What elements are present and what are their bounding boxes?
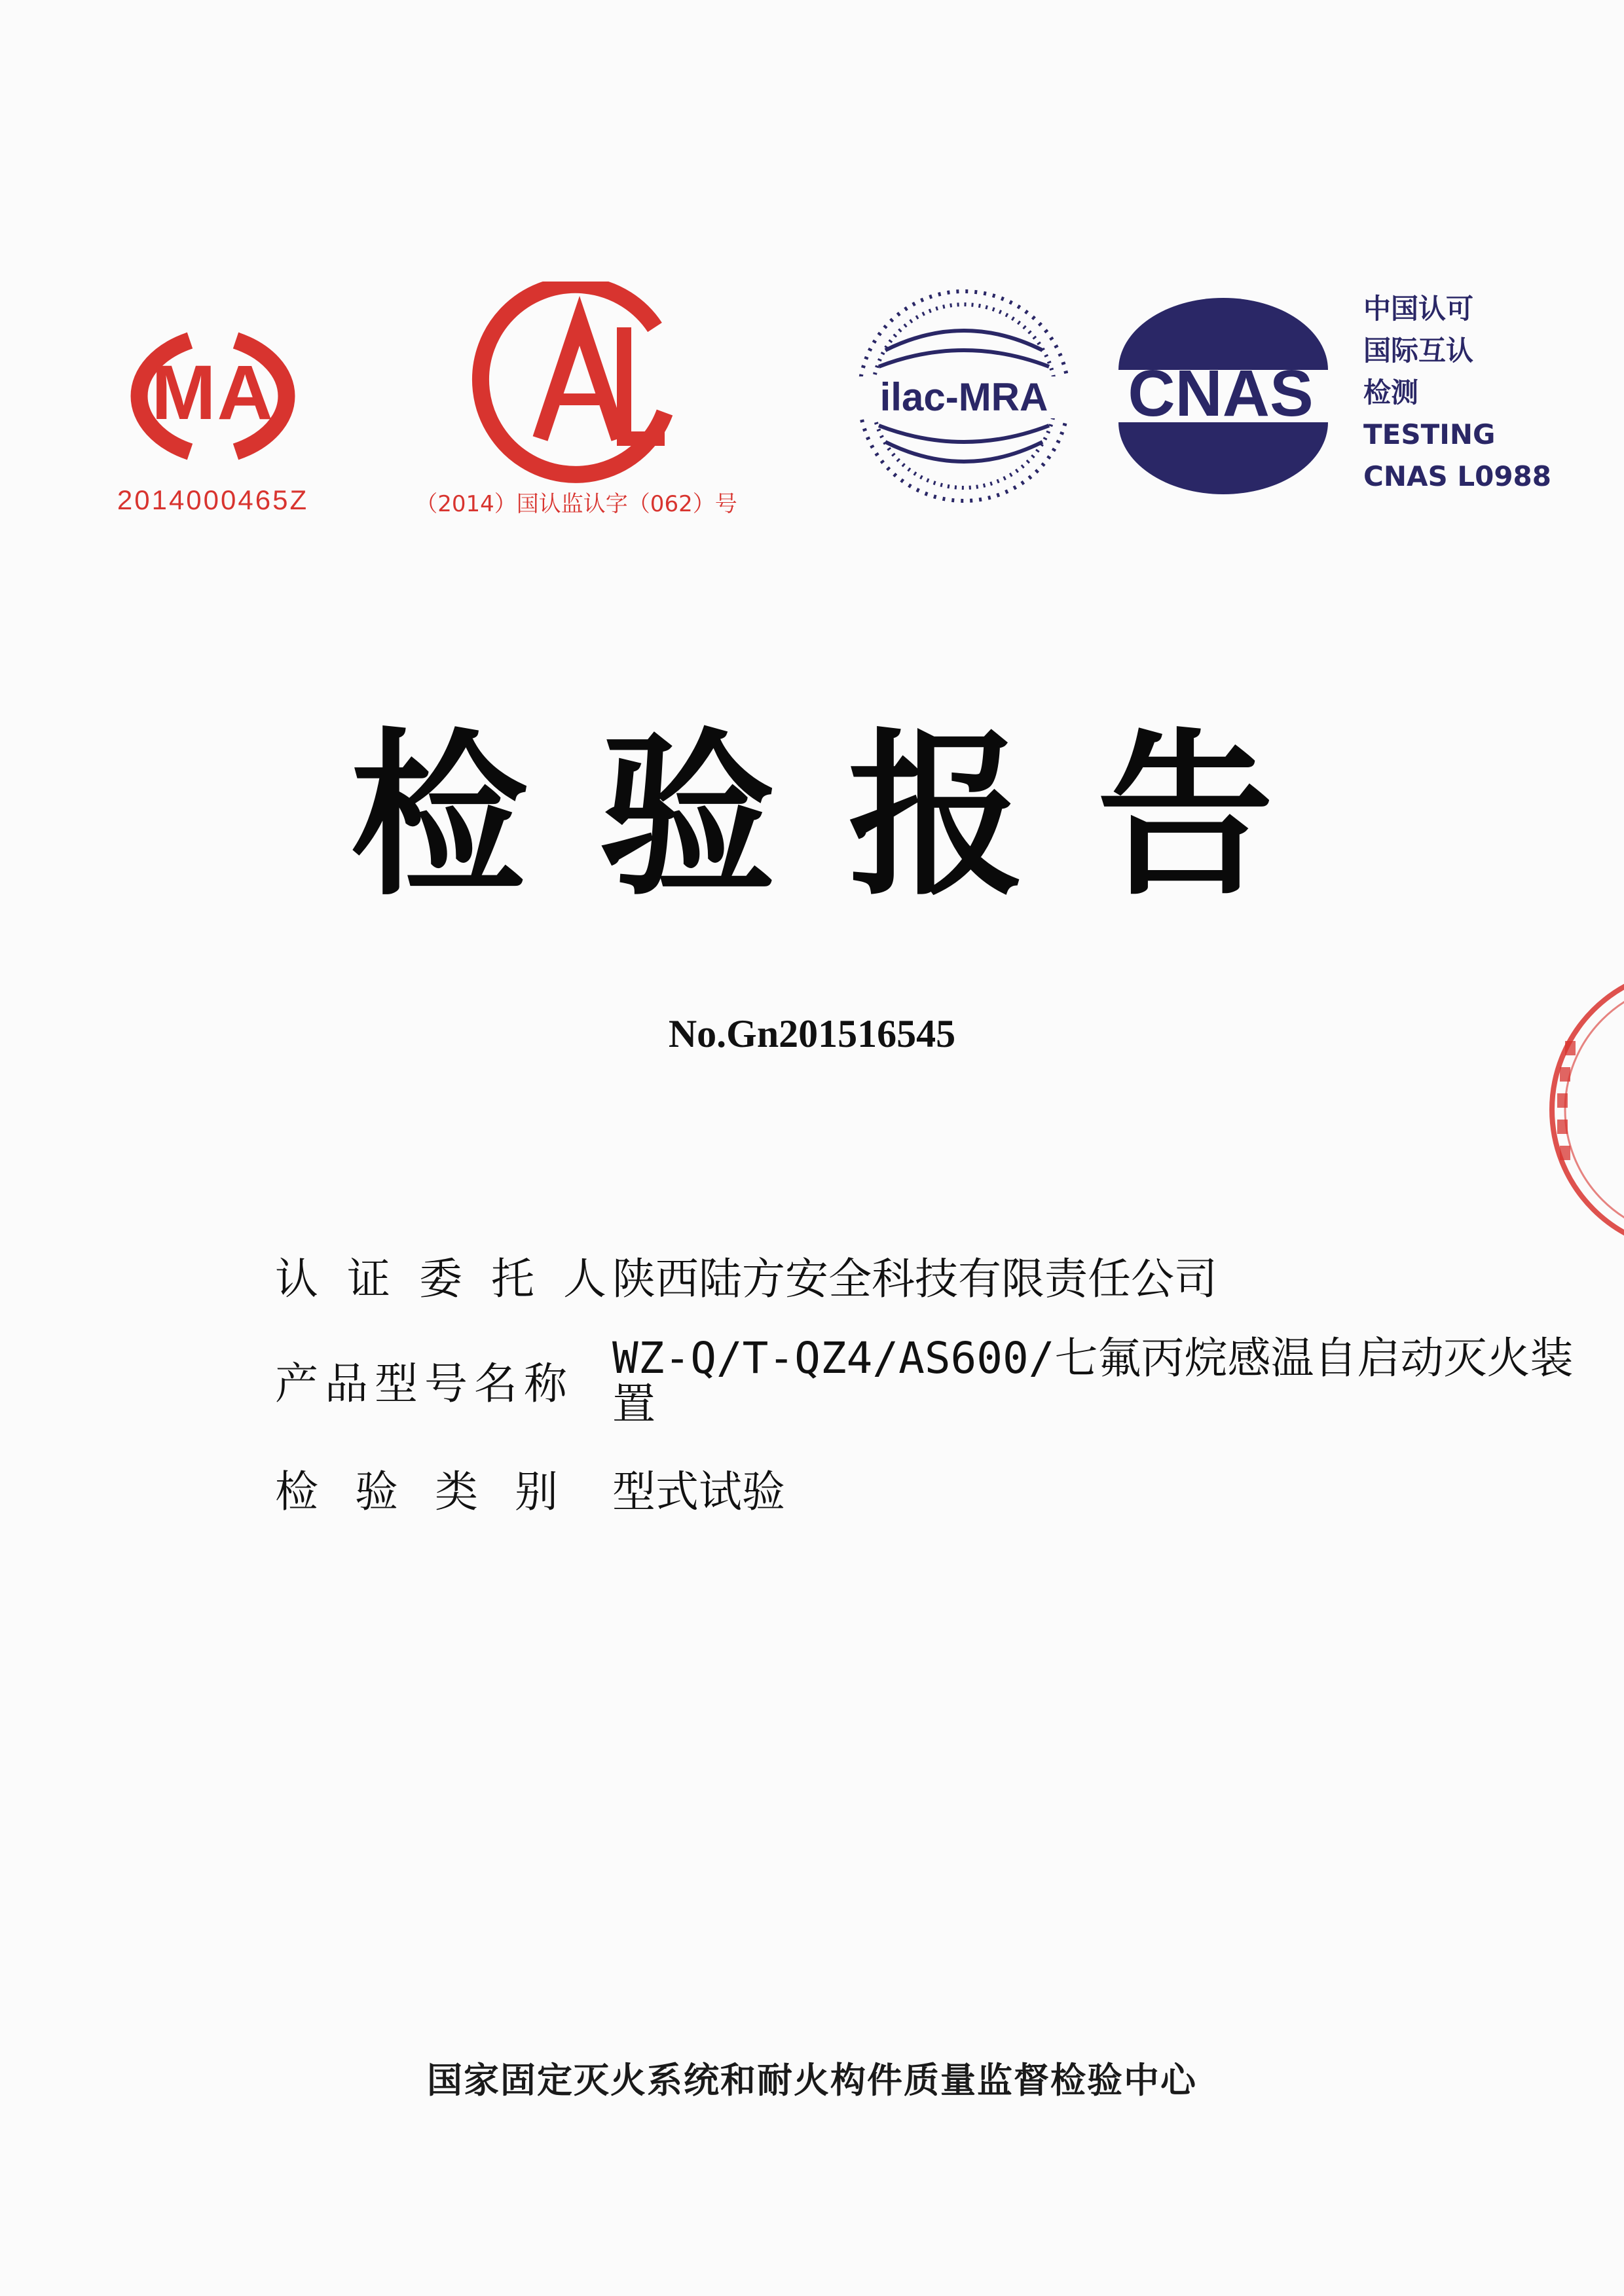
svg-text:ilac-MRA: ilac-MRA (879, 375, 1048, 419)
client-label: 认证委托人 (275, 1254, 635, 1304)
report-number: No.Gn201516545 (668, 1012, 956, 1055)
svg-text:CNAS: CNAS (1128, 357, 1314, 430)
cnas-accreditation-text (1363, 288, 1612, 498)
cnas-line-1: 中国认可 (1363, 293, 1474, 325)
cal-certificate-code: （2014）国认监认字（062）号 (415, 491, 737, 517)
report-title: 检验报告 (350, 713, 1346, 919)
inspection-type-value: 型式试验 (612, 1467, 785, 1517)
svg-text:MA: MA (151, 350, 274, 436)
ilac-mra-logo (840, 272, 1088, 520)
product-label: 产品型号名称 (275, 1358, 574, 1409)
cal-logo (468, 282, 691, 484)
client-value: 陕西陆方安全科技有限责任公司 (612, 1254, 1217, 1304)
cnas-line-4: TESTING (1363, 418, 1496, 450)
cnas-line-5: CNAS L0988 (1363, 460, 1552, 492)
official-seal (1539, 956, 1624, 1264)
cnas-line-3: 检测 (1363, 376, 1419, 409)
cma-logo (92, 321, 334, 471)
cnas-line-2: 国际互认 (1363, 335, 1474, 367)
cnas-logo (1092, 298, 1349, 494)
product-name: 七氟丙烷感温自启动灭火装置 (612, 1333, 1574, 1429)
product-value (612, 1333, 1575, 1429)
inspection-type-label: 检验类别 (275, 1467, 595, 1517)
issuing-authority: 国家固定灭火系统和耐火构件质量监督检验中心 (427, 2060, 1197, 2101)
cma-certificate-code: 2014000465Z (117, 484, 309, 515)
product-model-code: WZ-Q/T-QZ4/AS600/ (612, 1333, 1055, 1383)
